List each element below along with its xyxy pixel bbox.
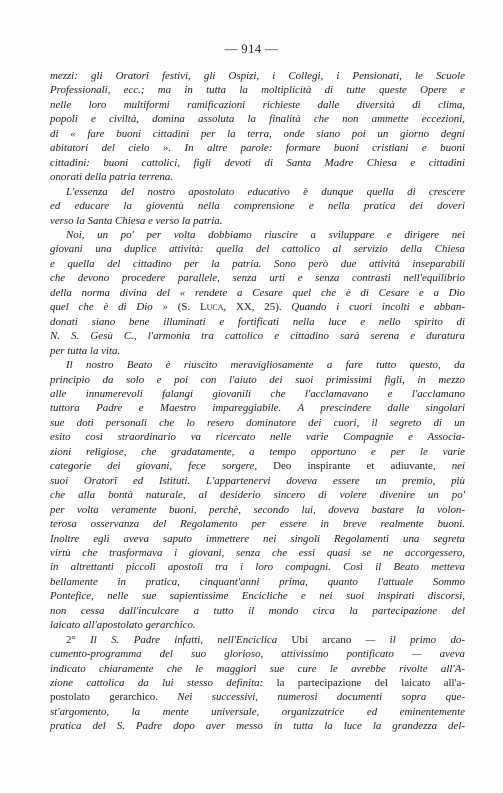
text-line xyxy=(50,329,465,343)
page-number: — 914 — xyxy=(224,42,279,56)
text-run: non cessa dall'inculcare a tutto il mondo circa la partecipazione del xyxy=(50,604,465,617)
text-line xyxy=(50,214,465,228)
text-line xyxy=(50,141,465,155)
text-line xyxy=(50,719,465,733)
paragraph xyxy=(50,358,465,633)
text-line xyxy=(50,474,465,488)
text-line xyxy=(50,271,465,285)
text-run: Pontefice, nelle sue sapientissime Encicliche e nei suoi inspirati discorsi, xyxy=(50,590,465,603)
text-run: che alla bontà naturale, al desiderio sincero di volere divenire un po' xyxy=(50,489,465,502)
text-run: Noi, un po' per volta dobbiamo riuscire a sviluppare e dirigere nei xyxy=(66,228,465,241)
text-run: per tutta la vita. xyxy=(50,344,121,357)
text-line xyxy=(50,127,465,141)
text-run: nei xyxy=(435,460,465,473)
text-line xyxy=(50,300,465,314)
text-run: donati siano bene illuminati e fortificati nella luce e nello spirito di xyxy=(50,315,465,328)
text-line xyxy=(50,344,465,358)
text-run: verso la Santa Chiesa e verso la patria. xyxy=(50,214,223,227)
text-line xyxy=(50,416,465,430)
text-run: Nei successivi, numerosi documenti sopra que- xyxy=(157,691,466,704)
text-run: la partecipazione del laicato all'a- xyxy=(276,677,465,690)
paragraph xyxy=(50,69,465,185)
text-run: N. S. Gesù C., l'armonia tra cattolico e cittadino sarà serena e duratura xyxy=(50,330,465,343)
text-run: virtù che trasformava i giovani, senza che essi quasi se ne accorgessero, xyxy=(50,546,465,559)
text-run: e quella del cittadino per la patria. Sono però due attività inseparabili xyxy=(50,257,465,270)
text-run: quel che è di Dio » xyxy=(50,301,178,314)
text-line xyxy=(50,358,465,372)
text-line xyxy=(50,315,465,329)
text-line xyxy=(50,69,465,83)
text-run: in altrettanti piccoli apostoli tra i loro compagni. Così il Beato metteva xyxy=(50,561,465,574)
page-body-text xyxy=(50,69,465,734)
text-run: Inoltre egli aveva saputo immettere nei singoli Regolamenti una segreta xyxy=(50,532,465,545)
text-line xyxy=(50,430,465,444)
text-line xyxy=(50,517,465,531)
paragraph xyxy=(50,633,465,734)
text-line xyxy=(50,83,465,97)
text-run: — il primo do- xyxy=(351,633,465,646)
text-run: tuttora Padre e Maestro impareggiabile. A prescindere dalle singolari xyxy=(50,402,465,415)
text-run: L'essenza del nostro apostolato educativo è dunque quella di crescere xyxy=(66,185,465,198)
text-line xyxy=(50,560,465,574)
text-line xyxy=(50,676,465,690)
text-run: alle innumerevoli falangi giovanili che l'acclamavano e l'acclamano xyxy=(50,387,465,400)
text-line xyxy=(50,373,465,387)
text-line xyxy=(50,112,465,126)
text-run: abitatori del cielo ». In altre parole: formare buoni cristiani e buoni xyxy=(50,142,465,155)
text-run: terosa osservanza del Regolamento per essere in breve realmente buoni. xyxy=(50,518,465,531)
text-run: principio da solo e poi con l'aiuto dei suoi primissimi figli, in mezzo xyxy=(50,373,465,386)
text-run: Il nostro Beato è riuscito meravigliosamente a fare tutto questo, da xyxy=(66,359,465,372)
text-run: 2° xyxy=(66,633,91,646)
text-line xyxy=(50,705,465,719)
text-run: zioni religiose, che gradatamente, a tempo opportuno e per le varie xyxy=(50,445,465,458)
paragraph xyxy=(50,185,465,228)
text-line xyxy=(50,459,465,473)
text-line xyxy=(50,242,465,256)
text-run: giovani una duplice attività: quella del cattolico al servizio della Chiesa xyxy=(50,243,465,256)
text-line xyxy=(50,185,465,199)
text-run: onorati della patria terrena. xyxy=(50,171,174,184)
text-line xyxy=(50,604,465,618)
text-run: di « fare buoni cittadini per la terra, onde siano poi un giorno degni xyxy=(50,127,465,140)
text-run: sue doti personali che lo resero dominatore dei cuori, il segreto di un xyxy=(50,416,465,429)
text-run: Il S. Padre infatti, nell'Enciclica xyxy=(90,633,292,646)
text-run: st'argomento, la mente universale, organizzatrice ed eminentemente xyxy=(50,705,465,718)
text-line xyxy=(50,618,465,632)
text-line xyxy=(50,98,465,112)
text-line xyxy=(50,575,465,589)
text-line xyxy=(50,199,465,213)
text-run: nelle loro multiformi ramificazioni richieste dalle diversità di clima, xyxy=(50,98,465,111)
text-line xyxy=(50,228,465,242)
text-run: per volta veramente buoni, perchè, secondo lui, doveva bastare la volon- xyxy=(50,503,465,516)
text-run: indicato chiaramente che le maggiori sue cure le avrebbe rivolte all'A- xyxy=(50,662,465,675)
text-line xyxy=(50,156,465,170)
paragraph xyxy=(50,228,465,358)
text-run: che devono procedere parallele, senza urti e senza contrasti nell'equilibrio xyxy=(50,272,465,285)
text-run: Ubi arcano xyxy=(291,633,352,646)
text-run: Deo inspirante et adiuvante, xyxy=(273,460,436,473)
text-run: cittadini: buoni cattolici, figli devoti di Santa Madre Chiesa e cittadini xyxy=(50,156,465,169)
text-run: laicato all'apostolato gerarchico. xyxy=(50,619,196,632)
text-line xyxy=(50,257,465,271)
text-line xyxy=(50,286,465,300)
text-line xyxy=(50,633,465,647)
text-line xyxy=(50,170,465,184)
text-line xyxy=(50,503,465,517)
text-run: esito così straordinario va ricercato nelle varie Compagnie e Associa- xyxy=(50,431,465,444)
text-run: Luca xyxy=(199,301,224,314)
text-line xyxy=(50,690,465,704)
text-run: categorie dei giovani, fece sorgere, xyxy=(50,460,274,473)
text-run: postolato gerarchico. xyxy=(50,691,158,704)
text-line xyxy=(50,662,465,676)
text-run: ed educare la gioventù nella comprensione e nella pratica dei doveri xyxy=(50,200,465,213)
text-line xyxy=(50,589,465,603)
text-run: bellamente in pratica, cinquant'anni prima, quanto l'attuale Sommo xyxy=(50,575,465,588)
text-run: cumento-programma del suo glorioso, attivissimo pontificato — aveva xyxy=(50,648,465,661)
text-run: pratica del S. Padre dopo aver messo in tutta la luce la grandezza del- xyxy=(50,720,465,733)
text-line xyxy=(50,488,465,502)
text-line xyxy=(50,647,465,661)
text-run: suoi Oratorî ed Istituti. L'appartenervi doveva essere un premio, più xyxy=(50,474,465,487)
text-line xyxy=(50,445,465,459)
text-run: zione cattolica da lui stesso definita: xyxy=(50,677,277,690)
text-line xyxy=(50,401,465,415)
text-line xyxy=(50,532,465,546)
text-run: popoli e civiltà, domina assoluta la finalità che non ammette eccezioni, xyxy=(50,113,465,126)
text-run: Quando i cuori incolti e abban- xyxy=(281,301,465,314)
text-line xyxy=(50,387,465,401)
text-run: della norma divina del « rendete a Cesare quel che è di Cesare e a Dio xyxy=(50,286,465,299)
text-run: , XX, 25). xyxy=(223,301,282,314)
text-run: Professionali, ecc.; ma in tutta la moltiplicità di tutte queste Opere e xyxy=(50,84,465,97)
text-run: (S. xyxy=(177,301,200,314)
text-line xyxy=(50,546,465,560)
text-run: mezzi: gli Oratorî festivi, gli Ospizi, i Collegi, i Pensionati, le Scuole xyxy=(50,70,465,82)
